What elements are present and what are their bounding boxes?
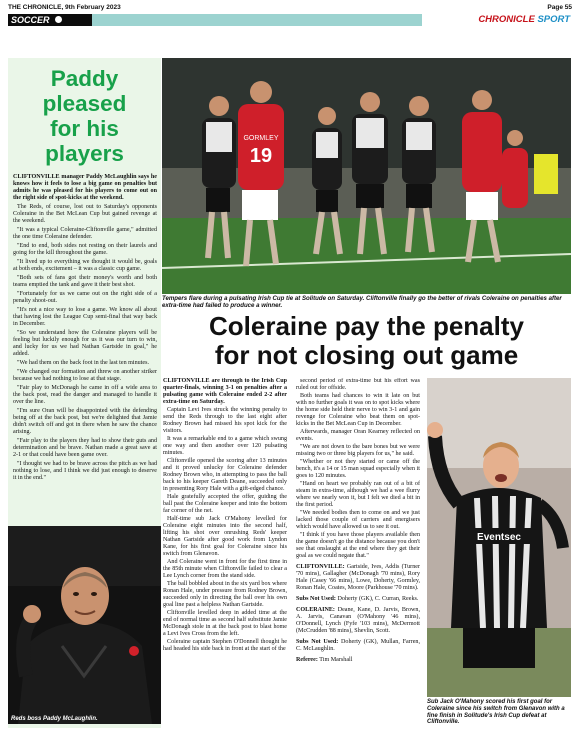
section-label-text: SOCCER: [11, 15, 50, 25]
article-column-1: CLIFTONVILLE are through to the Irish Cup quarter-finals, winning 3-1 on penalties after a pulsating game with Coleraine ended 2-2 after extra-time on Saturday. Captain Levi Ives struck the winning penalty to send the Reds through to the last eight after Rodney Brown had missed his spot kick for the visitors. It was a remarkable end to a game which swung one way and then another over 120 pulsating minutes. Cliftonville opened the scoring after 13 minutes and it proved unlucky for Coleraine defender Rodney Brown who, in attempting to pass the ball back to his keeper Gareth Deane, succeeded only in presenting Rory Hale with a gift-edged chance. Hale gratefully accepted the offer, guiding the ball past the Coleraine keeper and into the bottom far corner of the net. Half-time sub Jack O'Mahony levelled for Coleraine eight minutes into the second half, lifting his shot over onrushing Reds' keeper Nathan Gartside after good work from Lyndon Kane, for his first goal for Coleraine since his switch from Glenavon. And Coleraine went in front for the first time in the 85th minute when Cliftonville failed to clear a Lee Lynch corner from the stand side. The ball bobbled about in the six yard box where Ronan Hale, under pressure from Rodney Brown, succeeded only in directing the ball over his own goal line past a helpless Nathan Gartside. Cliftonville levelled deep in added time at the end of normal time as second half substitute Jamie McDonagh stole in at the back post to blast home a Levi Ives Cross from the left. Coleraine captain Stephen O'Donnell thought he had headed his side back in front at the start of the: [163, 378, 287, 652]
team-lineups: [296, 564, 420, 664]
page-number: Page 55: [547, 4, 572, 11]
sidebar-headline: Paddy pleased for his players: [42, 66, 127, 166]
article-lead: CLIFTONVILLE are through to the Irish Cup quarter-finals, winning 3-1 on penalties after a pulsating game with Coleraine ended 2-2 after extra-time on Saturday.: [163, 378, 287, 405]
sidebar-story: [8, 58, 161, 728]
manager-photo-illustration: [8, 526, 161, 724]
chronicle-sport-logo: [422, 14, 572, 26]
hero-photo: [162, 58, 571, 294]
hero-photo-illustration: [162, 58, 571, 294]
sidebar-lead: CLIFTONVILLE manager Paddy McLaughlin says he knows how it feels to lose a big game on penalties but admits he was pleased for his players to come out on the right side of spot-kicks at the weekend.: [13, 174, 157, 201]
hero-caption: Tempers flare during a pulsating Irish Cup tie at Solitude on Saturday. Cliftonville finally go the better of rivals Coleraine on penalties after extra-time had failed to produce a winner.: [162, 295, 562, 309]
football-icon: [54, 15, 63, 24]
cliftonville-lineup: CLIFTONVILLE: Gartside, Ives, Addis (Turner '70 mins), Gallagher (McDonagh '70 mins), Rory Hale (Casey '66 mins), Lowe, Doherty, Gormley, Ronan Hale, Coates, Moore (Parkhouse '70 mins).: [296, 564, 420, 591]
player-photo-illustration: [427, 378, 571, 697]
section-label: [8, 14, 92, 26]
referee-line: Referee: Tim Marshall: [296, 657, 353, 663]
article-column-2: second period of extra-time but his effort was ruled out for offside. Both teams had chances to win it late on but with no further goals it was on to spot kicks where the home side held their nerve to win 3-1 and gain revenge for Coleraine who beat them on spot-kicks in the Bet McLean Cup in December. Afterwards, manager Oran Kearney reflected on events. "We are not down to the bare bones but we were missing two or three big players for us," he said. "Whether or not they started or came off the bench, it's a 14 or 15 man squad especially when it goes to 120 minutes. "Hand on heart we probably ran out of a bit of steam in extra-time, although we had a wee flurry where we nearly won it, but I felt we died a bit in the first period. "We needed bodies then to come on and we just lacked those couple of carriers and energisers which would have allowed us to see it out. "I think if you have those players available then the game doesn't go the distance because you don't see that onslaught at the end where they get their goal as we could negate that." CLIFTONVILLE: Gartside, Ives, Addis (Turner '70 mins), Gallagher (McDonagh '70 mins), Rory Hale (Casey '66 mins), Lowe, Doherty, Gormley, Ronan Hale, Coates, Moore (Parkhouse '70 mins). Subs Not Used: Doherty (GK), C. Curran, Reeks. COLERAINE: Deane, Kane, D. Jarvis, Brown, A. Jarvis, Canavan (O'Mahony '46 mins), O'Donnell, Lynch (Fyfe '103 mins), McDermott (McCrudden '88 mins), Shevlin, Scott. Subs Not Used: Doherty (GK), Mullan, Farren, C. McLaughlin. Referee: Tim Marshall: [296, 378, 420, 663]
shirt-number: 19: [249, 145, 273, 167]
coleraine-lineup: COLERAINE: Deane, Kane, D. Jarvis, Brown, A. Jarvis, Canavan (O'Mahony '46 mins), O'Donnell, Lynch (Fyfe '103 mins), McDermott (McCrudden '88 mins), Shevlin, Scott.: [296, 607, 420, 634]
player-photo: [427, 378, 571, 697]
cliftonville-subs: Subs Not Used: Doherty (GK), C. Curran, Reeks.: [296, 596, 419, 602]
main-headline: Coleraine pay the penalty for not closing out game: [209, 311, 524, 370]
shirt-name: GORMLEY: [243, 135, 279, 142]
shirt-sponsor: Eventsec: [477, 532, 521, 543]
brand-sub: SPORT: [537, 14, 570, 25]
manager-photo-caption: Reds boss Paddy McLaughlin.: [11, 716, 98, 722]
player-caption: Sub Jack O'Mahony scored his first goal for Coleraine since his switch from Glenavon with a fine finish in Solitude's Irish Cup defeat at Cliftonville.: [427, 699, 565, 726]
paper-date: THE CHRONICLE, 9th February 2023: [8, 4, 121, 11]
coleraine-subs: Subs Not Used: Doherty (GK), Mullan, Farren, C. McLaughlin.: [296, 639, 420, 652]
sidebar-body: CLIFTONVILLE manager Paddy McLaughlin says he knows how it feels to lose a big game on penalties but admits he was pleased for his players to come out on the right side of spot-kicks at the weekend. The Reds, of course, lost out to Saturday's opponents Coleraine in the Bet McLean Cup but gained revenge at the weekend. "It was a typical Coleraine-Cliftonville game," admitted the one time Coleraine defender. "End to end, both sides not resting on their laurels and going for the kill throughout the game. "It lived up to everything we thought it would be, goals at both ends, excitement – it was a classic cup game. "Both sets of fans got their money's worth and both teams emptied the tank and gave it their best shot. "Fortunately for us we came out on the right side of a penalty shoot-out. "It's not a nice way to lose a game. We know all about that having lost the League Cup semi-final that way back in December. "So we understand how the Coleraine players will be feeling but luckily enough for us it was our turn to win, and lucky for us we had Nathan Gartside in goal," he added. "We had them on the back foot in the last ten minutes. "We changed our formation and threw on another striker because we had nothing to lose at that stage. "Fair play to McDonagh he came in off a wide area to the back post, read the danger and managed to handle it over the line. "I'm sure Oran will be disappointed with the defending being off at the back post, but we're delighted that Jamie didn't switch off and got in there when he saw the chance arising. "Fair play to the players they had to show their guts and determination and be brave. Nathan made a great save at 2-1 or that could have been game over. "I thought we had to be brave across the pitch as we had nothing to lose, and I think we did just enough to deserve it in the end.": [13, 174, 157, 481]
manager-photo: [8, 526, 161, 724]
brand-main: CHRONICLE: [478, 14, 535, 25]
